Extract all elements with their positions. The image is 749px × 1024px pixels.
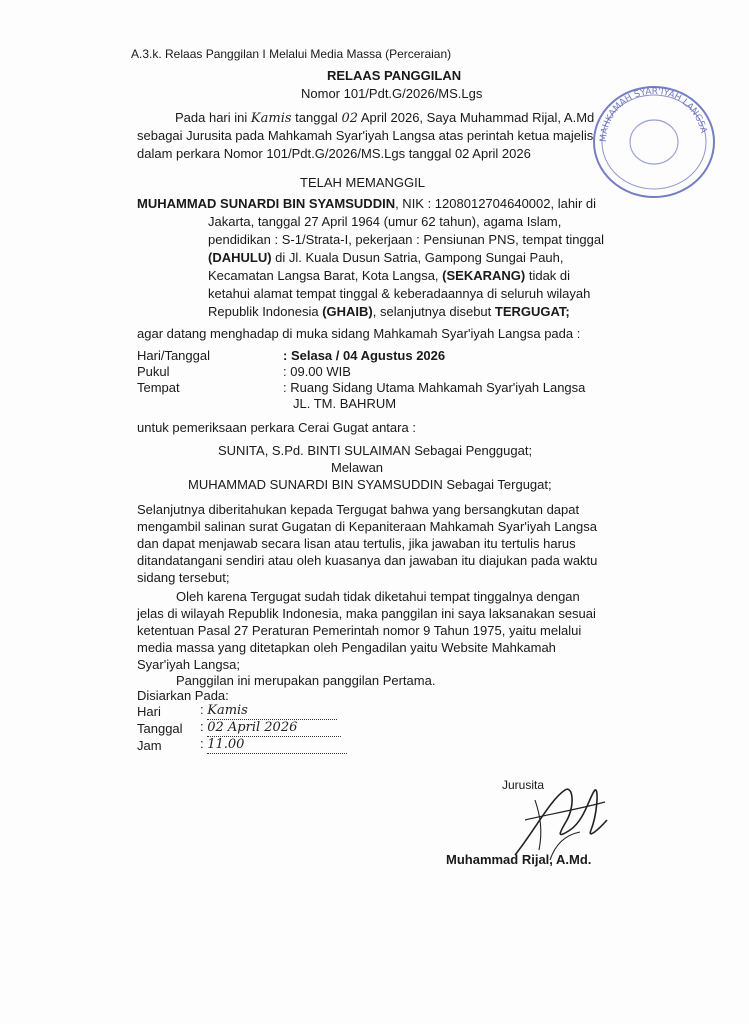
signature-name: Muhammad Rijal, A.Md.	[446, 852, 592, 867]
tergugat-line: MUHAMMAD SUNARDI BIN SYAMSUDDIN Sebagai Tergugat;	[188, 477, 552, 492]
disiarkan-tanggal-label: Tanggal	[137, 721, 183, 736]
schedule-tempat-value-2: JL. TM. BAHRUM	[293, 396, 397, 411]
svg-text:MAHKAMAH SYAR'IYAH LANGSA: MAHKAMAH SYAR'IYAH LANGSA	[598, 86, 709, 143]
party-line-3: pendidikan : S-1/Strata-I, pekerjaan : Pensiunan PNS, tempat tinggal	[208, 232, 605, 247]
party-line-5: Kecamatan Langsa Barat, Kota Langsa, (SEKARANG) tidak di	[208, 268, 571, 283]
page-title: RELAAS PANGGILAN	[327, 68, 462, 83]
melawan-line: Melawan	[331, 460, 384, 475]
party-line-7: Republik Indonesia (GHAIB), selanjutnya disebut TERGUGAT;	[208, 304, 570, 319]
schedule-hari-label: Hari/Tanggal	[137, 348, 210, 363]
para1-line-4: ditandatangani sendiri atau oleh kuasanya dan jawaban itu diajukan pada waktu	[137, 553, 598, 568]
untuk-line: untuk pemeriksaan perkara Cerai Gugat antara :	[137, 420, 416, 435]
para2-line-1: Oleh karena Tergugat sudah tidak diketahui tempat tinggalnya dengan	[176, 589, 580, 604]
penggugat-line: SUNITA, S.Pd. BINTI SULAIMAN Sebagai Penggugat;	[218, 443, 533, 458]
disiarkan-hari-label: Hari	[137, 704, 161, 719]
para3-line: Panggilan ini merupakan panggilan Pertama.	[176, 673, 436, 688]
case-number: Nomor 101/Pdt.G/2026/MS.Lgs	[301, 86, 483, 101]
telah-memanggil: TELAH MEMANGGIL	[300, 175, 425, 190]
handwritten-date: 02	[341, 111, 358, 126]
schedule-pukul-value: : 09.00 WIB	[283, 364, 351, 379]
schedule-hari-value: : Selasa / 04 Agustus 2026	[283, 348, 446, 363]
para2-line-3: ketentuan Pasal 27 Peraturan Pemerintah nomor 9 Tahun 1975, yaitu melalui	[137, 623, 582, 638]
disiarkan-jam-value: : 11.00	[200, 736, 347, 754]
disiarkan-hari-value: : Kamis	[200, 702, 337, 720]
para2-line-5: Syar'iyah Langsa;	[137, 657, 240, 672]
schedule-pukul-label: Pukul	[137, 364, 170, 379]
disiarkan-jam-label: Jam	[137, 738, 162, 753]
signature-role: Jurusita	[502, 778, 545, 792]
disiarkan-tanggal-value: : 02 April 2026	[200, 719, 341, 737]
para2-line-4: media massa yang ditetapkan oleh Pengadilan yaitu Website Mahkamah	[137, 640, 556, 655]
para1-line-2: mengambil salinan surat Gugatan di Kepaniteraan Mahkamah Syar'iyah Langsa	[137, 519, 597, 534]
schedule-tempat-label: Tempat	[137, 380, 180, 395]
party-name: MUHAMMAD SUNARDI BIN SYAMSUDDIN	[137, 196, 396, 211]
court-stamp	[590, 82, 718, 200]
party-line-1: MUHAMMAD SUNARDI BIN SYAMSUDDIN, NIK : 1208012704640002, lahir di	[137, 196, 597, 211]
handwritten-day: Kamis	[250, 111, 292, 126]
party-line-2: Jakarta, tanggal 27 April 1964 (umur 62 tahun), agama Islam,	[208, 214, 562, 229]
para1-line-1: Selanjutnya diberitahukan kepada Tergugat bahwa yang bersangkutan dapat	[137, 502, 580, 517]
party-line-4: (DAHULU) di Jl. Kuala Dusun Satria, Gampong Sungai Pauh,	[208, 250, 564, 265]
intro-line-2: sebagai Jurusita pada Mahkamah Syar'iyah Langsa atas perintah ketua majelis	[137, 128, 594, 143]
intro-line-1: Pada hari ini Kamis tanggal 02 April 2026, Saya Muhammad Rijal, A.Md	[175, 110, 595, 126]
disiarkan-label: Disiarkan Pada:	[137, 688, 229, 703]
para1-line-5: sidang tersebut;	[137, 570, 230, 585]
schedule-tempat-value: : Ruang Sidang Utama Mahkamah Syar'iyah Langsa	[283, 380, 586, 395]
header-code: A.3.k. Relaas Panggilan I Melalui Media Massa (Perceraian)	[131, 47, 452, 61]
para1-line-3: dan dapat menjawab secara lisan atau tertulis, jika jawaban itu tertulis harus	[137, 536, 576, 551]
agar-line: agar datang menghadap di muka sidang Mahkamah Syar'iyah Langsa pada :	[137, 326, 581, 341]
para2-line-2: jelas di wilayah Republik Indonesia, maka panggilan ini saya laksanakan sesuai	[137, 606, 596, 621]
party-line-6: ketahui alamat tempat tinggal & keberadaannya di seluruh wilayah	[208, 286, 591, 301]
intro-line-3: dalam perkara Nomor 101/Pdt.G/2026/MS.Lgs tanggal 02 April 2026	[137, 146, 531, 161]
